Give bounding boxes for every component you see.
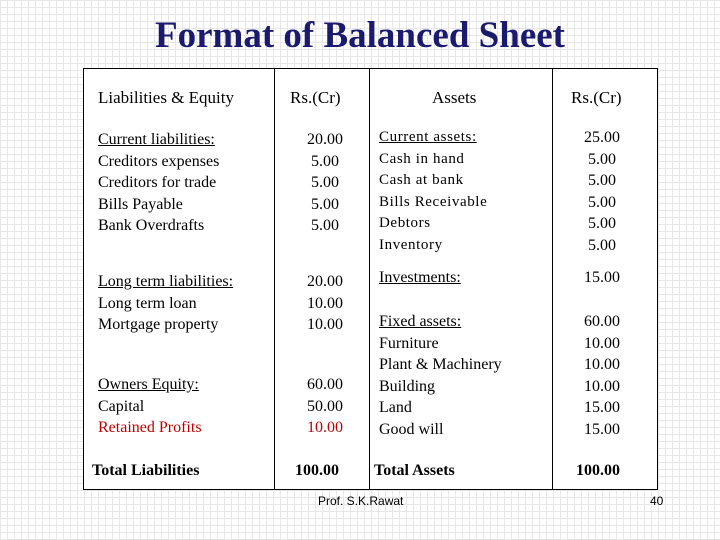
- value-cell: 10.00: [584, 377, 620, 395]
- header-rs-left: Rs.(Cr): [290, 88, 341, 107]
- value-cell: 5.00: [311, 217, 339, 234]
- long-term-liabilities-heading: Long term liabilities:: [98, 273, 234, 290]
- value-cell: 5.00: [588, 215, 616, 232]
- value-cell: 20.00: [307, 273, 343, 290]
- liability-item: Mortgage property: [98, 316, 219, 333]
- owners-equity-block: [98, 374, 202, 439]
- owners-equity-heading: Owners Equity:: [98, 376, 199, 393]
- liability-item: Creditors expenses: [98, 152, 220, 170]
- value-cell: 10.00: [307, 294, 343, 312]
- value-cell: 5.00: [588, 236, 616, 254]
- value-cell: 15.00: [584, 399, 620, 416]
- current-assets-block: [379, 127, 487, 256]
- liability-item: Long term loan: [98, 294, 197, 312]
- investments-value: 15.00: [584, 269, 620, 286]
- long-term-liabilities-values: [298, 271, 352, 336]
- current-assets-values: [574, 127, 630, 256]
- value-cell: 50.00: [307, 397, 343, 415]
- asset-item: Good will: [379, 420, 444, 438]
- header-assets: Assets: [432, 88, 477, 107]
- asset-item: Inventory: [379, 236, 443, 253]
- value-cell: 10.00: [584, 334, 620, 352]
- asset-item: Cash in hand: [379, 150, 465, 167]
- fixed-assets-heading: Fixed assets:: [379, 313, 462, 330]
- value-cell: 10.00: [584, 356, 620, 373]
- fixed-assets-values: [574, 311, 630, 440]
- value-cell: 60.00: [584, 313, 620, 330]
- header-rs-right: Rs.(Cr): [571, 88, 622, 107]
- asset-item: Bills Receivable: [379, 193, 488, 210]
- investments-heading: Investments:: [379, 269, 461, 286]
- liability-item: Bills Payable: [98, 195, 183, 213]
- column-divider: [552, 69, 553, 489]
- liability-item: Creditors for trade: [98, 174, 217, 191]
- value-cell: 10.00: [307, 419, 343, 436]
- value-cell: 10.00: [307, 316, 343, 333]
- current-assets-heading: Current assets:: [379, 129, 477, 145]
- asset-item: Building: [379, 377, 436, 395]
- value-cell: 25.00: [584, 129, 620, 146]
- value-cell: 5.00: [311, 174, 339, 191]
- long-term-liabilities-block: [98, 271, 233, 336]
- value-cell: 5.00: [311, 195, 339, 213]
- owners-equity-values: [298, 374, 352, 439]
- total-liabilities-value: 100.00: [295, 462, 339, 479]
- value-cell: 5.00: [311, 152, 339, 170]
- total-assets-label: Total Assets: [374, 462, 455, 479]
- balance-sheet-table: [83, 68, 658, 490]
- liability-item: Bank Overdrafts: [98, 217, 205, 234]
- fixed-assets-block: [379, 311, 502, 440]
- total-assets-value: 100.00: [576, 462, 620, 479]
- equity-item: Retained Profits: [98, 419, 202, 436]
- header-liabilities: Liabilities & Equity: [98, 88, 234, 107]
- equity-item: Capital: [98, 397, 145, 415]
- page-number: 40: [650, 494, 664, 508]
- column-divider: [369, 69, 370, 489]
- current-liabilities-block: [98, 129, 219, 237]
- asset-item: Land: [379, 399, 412, 416]
- value-cell: 5.00: [588, 150, 616, 168]
- asset-item: Cash at bank: [379, 172, 464, 188]
- total-liabilities-label: Total Liabilities: [92, 462, 200, 479]
- current-liabilities-heading: Current liabilities:: [98, 131, 215, 148]
- slide-title: Format of Balanced Sheet: [154, 15, 566, 56]
- asset-item: Furniture: [379, 334, 439, 352]
- value-cell: 15.00: [584, 420, 620, 438]
- current-liabilities-values: [298, 129, 352, 237]
- value-cell: 5.00: [588, 172, 616, 189]
- asset-item: Plant & Machinery: [379, 356, 502, 373]
- value-cell: 5.00: [588, 193, 616, 211]
- value-cell: 20.00: [307, 131, 343, 148]
- value-cell: 60.00: [307, 376, 343, 393]
- author-footer: Prof. S.K.Rawat: [318, 494, 404, 508]
- asset-item: Debtors: [379, 215, 431, 231]
- investments-block: [379, 267, 461, 289]
- column-divider: [274, 69, 275, 489]
